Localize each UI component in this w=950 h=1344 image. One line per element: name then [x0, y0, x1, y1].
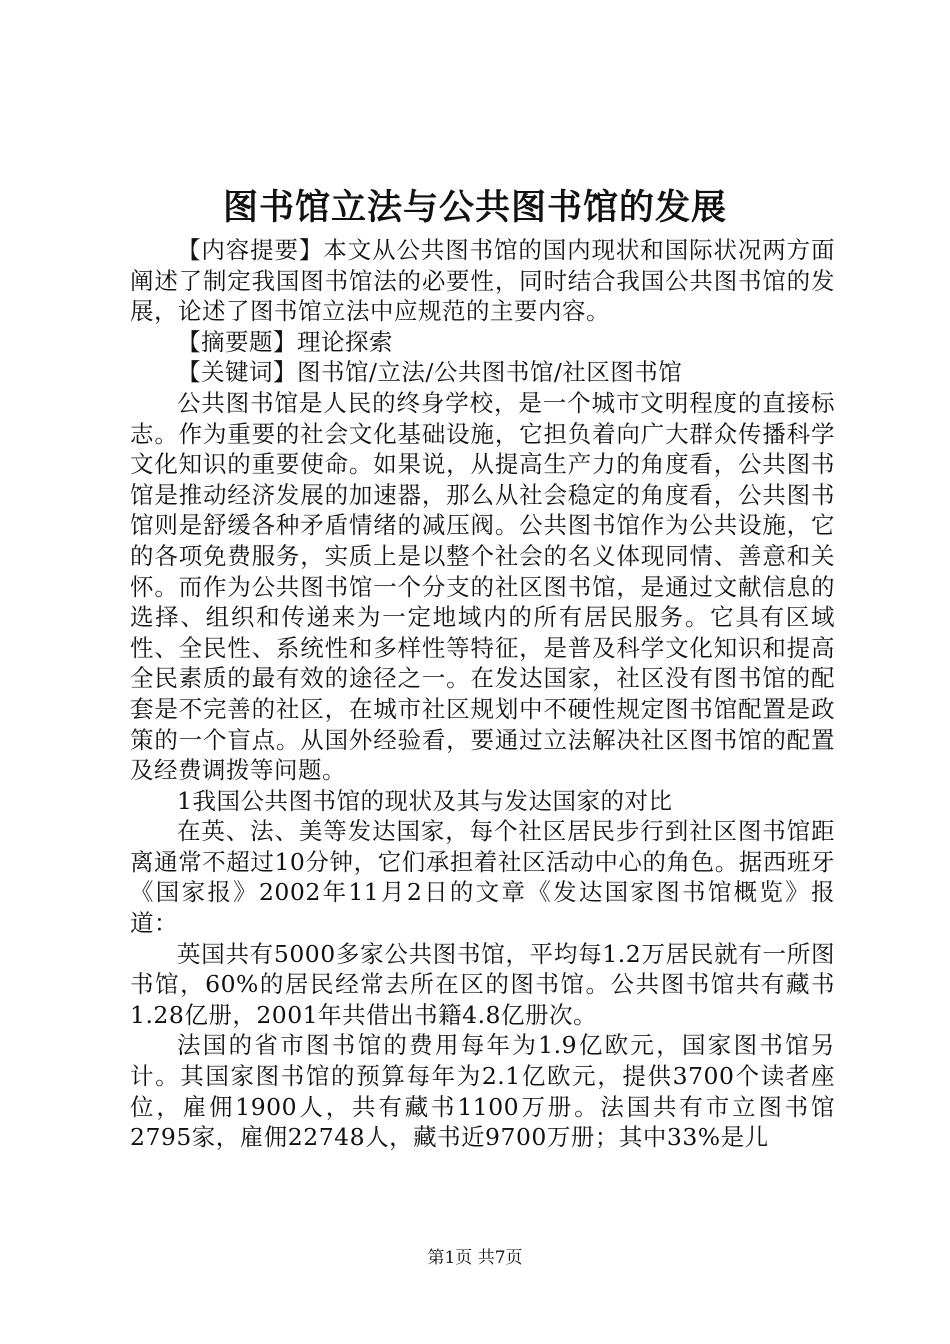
- document-body: [130, 235, 835, 1153]
- category-paragraph: 【摘要题】理论探索: [177, 327, 393, 356]
- page-title: 图书馆立法与公共图书馆的发展: [222, 187, 727, 228]
- section-heading: 1我国公共图书馆的现状及其与发达国家的对比: [177, 786, 673, 815]
- body-paragraph: 在英、法、美等发达国家，每个社区居民步行到社区图书馆距离通常不超过10分钟，它们承担着社区活动中心的角色。据西班牙《国家报》2002年11月2日的文章《发达国家图书馆概览》报道：: [130, 817, 835, 938]
- body-paragraph: 法国的省市图书馆的费用每年为1.9亿欧元，国家图书馆另计。其国家图书馆的预算每年为2.1亿欧元，提供3700个读者座位，雇佣1900人，共有藏书1100万册。法国共有市立图书馆2795家，雇佣22748人，藏书近9700万册；其中33%是儿: [130, 1031, 835, 1152]
- keywords-paragraph: 【关键词】图书馆/立法/公共图书馆/社区图书馆: [177, 358, 683, 387]
- abstract-paragraph: 【内容提要】本文从公共图书馆的国内现状和国际状况两方面阐述了制定我国图书馆法的必要性，同时结合我国公共图书馆的发展，论述了图书馆立法中应规范的主要内容。: [130, 236, 835, 326]
- page-footer: 第1页 共7页: [427, 1248, 523, 1268]
- intro-paragraph: 公共图书馆是人民的终身学校，是一个城市文明程度的直接标志。作为重要的社会文化基础设施，它担负着向广大群众传播科学文化知识的重要使命。如果说，从提高生产力的角度看，公共图书馆是推动经济发展的加速器，那么从社会稳定的角度看，公共图书馆则是舒缓各种矛盾情绪的减压阀。公共图书馆作为公共设施，它的各项免费服务，实质上是以整个社会的名义体现同情、善意和关怀。而作为公共图书馆一个分支的社区图书馆，是通过文献信息的选择、组织和传递来为一定地域内的所有居民服务。它具有区域性、全民性、系统性和多样性等特征，是普及科学文化知识和提高全民素质的最有效的途径之一。在发达国家，社区没有图书馆的配套是不完善的社区，在城市社区规划中不硬性规定图书馆配置是政策的一个盲点。从国外经验看，要通过立法解决社区图书馆的配置及经费调拨等问题。: [130, 388, 835, 785]
- body-paragraph: 英国共有5000多家公共图书馆，平均每1.2万居民就有一所图书馆，60%的居民经常去所在区的图书馆。公共图书馆共有藏书1.28亿册，2001年共借出书籍4.8亿册次。: [130, 939, 835, 1029]
